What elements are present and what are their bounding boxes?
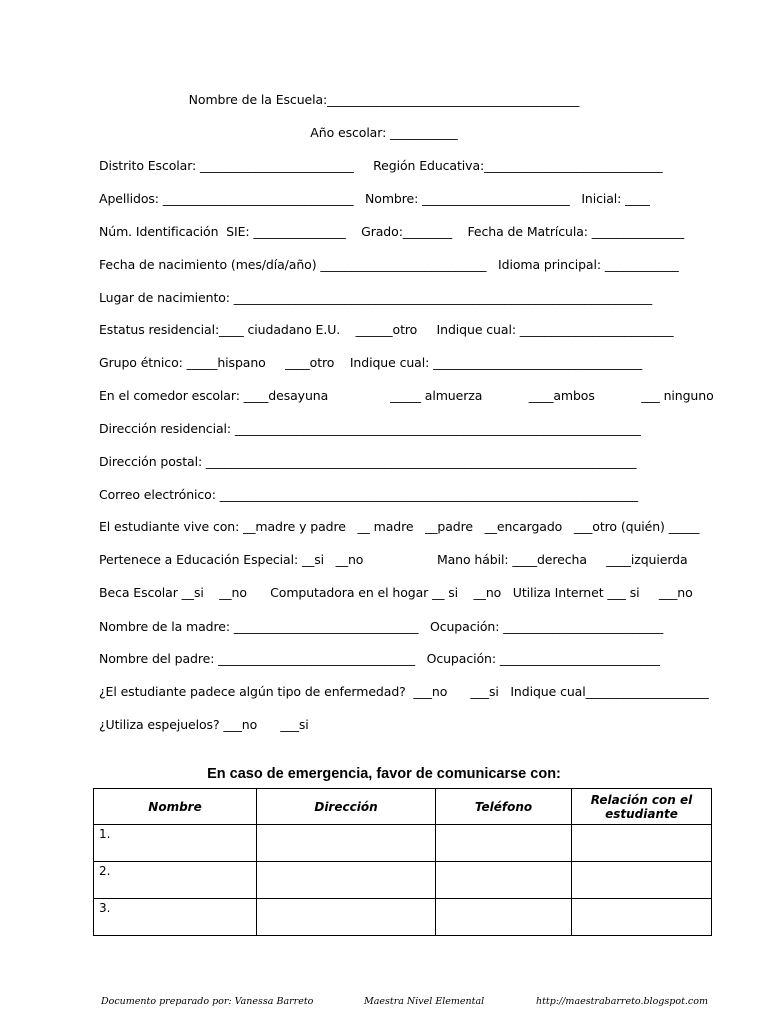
header-nombre: Nombre	[94, 789, 257, 825]
table-header-row	[94, 789, 712, 825]
mother-line: Nombre de la madre: ______________________________ Ocupación: __________________________	[99, 619, 664, 634]
table-cell	[572, 862, 712, 899]
table-cell	[257, 862, 436, 899]
emergency-contacts-table	[93, 788, 712, 936]
scholarship-computer-internet-line: Beca Escolar __si __no Computadora en el hogar __ si __no Utiliza Internet ___ si ___no	[99, 585, 693, 600]
birthdate-language-line: Fecha de nacimiento (mes/día/año) ___________________________ Idioma principal: ____________	[99, 257, 679, 272]
table-row	[94, 825, 712, 862]
footer-url: http://maestrabarreto.blogspot.com	[536, 996, 708, 1007]
illness-line: ¿El estudiante padece algún tipo de enfermedad? ___no ___si Indique cual____________________	[99, 684, 709, 699]
postal-address-line: Dirección postal: ______________________________________________________________________	[99, 454, 637, 469]
glasses-line: ¿Utiliza espejuelos? ___no ___si	[99, 717, 309, 732]
cafeteria-line: En el comedor escolar: ____desayuna _____ almuerza ____ambos ___ ninguno	[99, 388, 714, 403]
row-number: 1.	[94, 825, 257, 862]
lives-with-line: El estudiante vive con: __madre y padre __ madre __padre __encargado ___otro (quién) _____	[99, 519, 700, 534]
father-line: Nombre del padre: ________________________________ Ocupación: __________________________	[99, 651, 660, 666]
row-number: 3.	[94, 899, 257, 936]
footer-author: Documento preparado por: Vanessa Barreto	[101, 996, 314, 1007]
special-ed-handedness-line: Pertenece a Educación Especial: __si __no Mano hábil: ____derecha ____izquierda	[99, 552, 688, 567]
residency-status-line: Estatus residencial:____ ciudadano E.U. ______otro Indique cual: _________________________	[99, 322, 674, 337]
header-direccion: Dirección	[257, 789, 436, 825]
birthplace-line: Lugar de nacimiento: ____________________________________________________________________	[99, 290, 652, 305]
table-cell	[572, 825, 712, 862]
table-cell	[436, 899, 572, 936]
emergency-title: En caso de emergencia, favor de comunicarse con:	[207, 766, 561, 782]
table-cell	[436, 825, 572, 862]
school-year-field: Año escolar: ___________	[310, 125, 458, 140]
school-name-field: Nombre de la Escuela:_________________________________________	[188, 92, 580, 107]
district-region-line: Distrito Escolar: _________________________ Región Educativa:_____________________________	[99, 158, 663, 173]
header-relacion: Relación con el estudiante	[572, 789, 712, 825]
id-grade-enrollment-line: Núm. Identificación SIE: _______________ Grado:________ Fecha de Matrícula: _______________	[99, 224, 685, 239]
table-cell	[572, 899, 712, 936]
email-line: Correo electrónico: ____________________________________________________________________	[99, 487, 638, 502]
table-row	[94, 899, 712, 936]
footer-role: Maestra Nivel Elemental	[364, 996, 485, 1007]
header-telefono: Teléfono	[436, 789, 572, 825]
table-cell	[436, 862, 572, 899]
row-number: 2.	[94, 862, 257, 899]
name-line: Apellidos: _______________________________ Nombre: ________________________ Inicial: ____	[99, 191, 650, 206]
ethnic-group-line: Grupo étnico: _____hispano ____otro Indique cual: __________________________________	[99, 355, 643, 370]
table-row	[94, 862, 712, 899]
table-cell	[257, 899, 436, 936]
table-cell	[257, 825, 436, 862]
residential-address-line: Dirección residencial: __________________________________________________________________	[99, 421, 641, 436]
